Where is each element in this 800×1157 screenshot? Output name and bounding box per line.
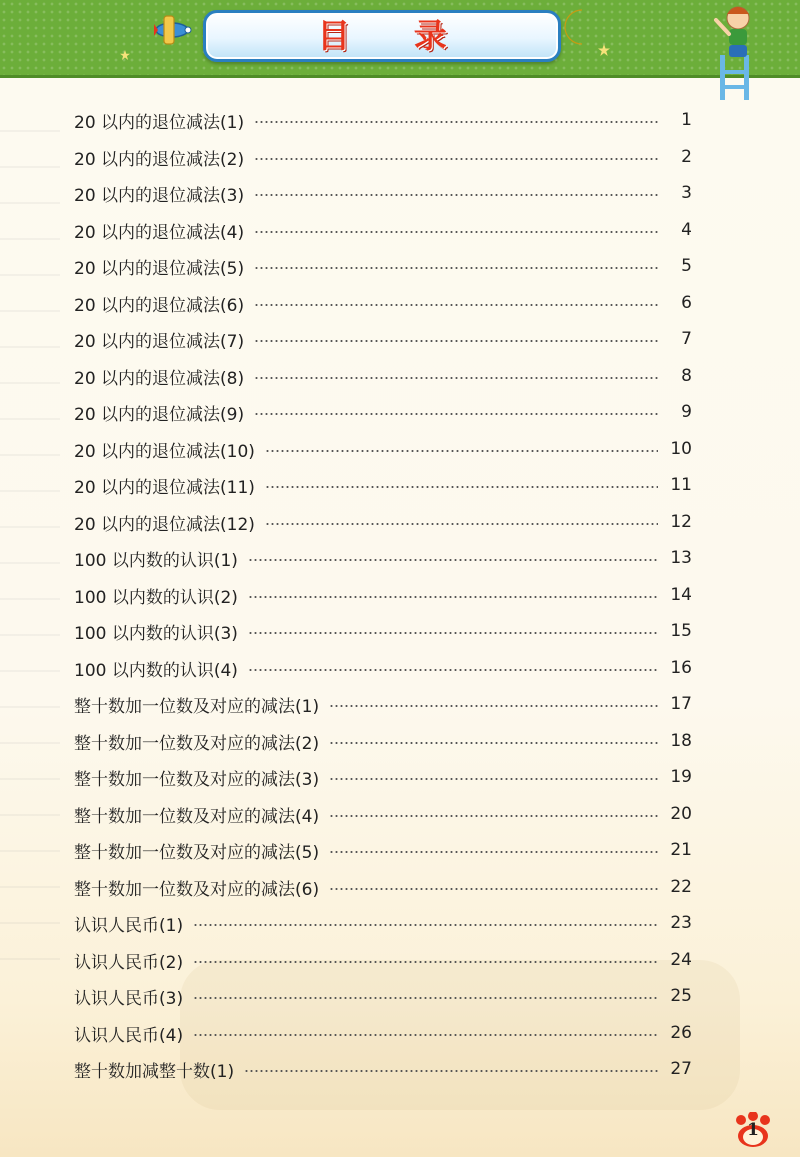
toc-entry-page-number: 6 bbox=[681, 293, 692, 313]
dot-leader bbox=[265, 523, 658, 525]
dot-leader bbox=[254, 158, 658, 160]
toc-entry[interactable] bbox=[74, 945, 692, 975]
toc-entry-page-number: 24 bbox=[670, 950, 692, 970]
toc-entry-title: 20 以内的退位减法(10) bbox=[74, 441, 255, 462]
dot-leader bbox=[265, 450, 658, 452]
page-number: 1 bbox=[747, 1120, 759, 1140]
toc-entry-title: 20 以内的退位减法(11) bbox=[74, 477, 255, 498]
dot-leader bbox=[193, 961, 658, 963]
toc-entry-title: 100 以内数的认识(1) bbox=[74, 550, 238, 571]
toc-entry-title: 整十数加一位数及对应的减法(3) bbox=[74, 769, 320, 790]
toc-entry-title: 整十数加一位数及对应的减法(2) bbox=[74, 733, 320, 754]
toc-entry-title: 20 以内的退位减法(6) bbox=[74, 295, 245, 316]
toc-entry-title: 20 以内的退位减法(12) bbox=[74, 514, 255, 535]
dot-leader bbox=[265, 486, 658, 488]
toc-entry-page-number: 10 bbox=[670, 439, 692, 459]
toc-entry[interactable] bbox=[74, 762, 692, 792]
dot-leader bbox=[193, 924, 658, 926]
toc-entry-page-number: 3 bbox=[681, 183, 692, 203]
toc-entry[interactable] bbox=[74, 507, 692, 537]
toc-entry-page-number: 23 bbox=[670, 913, 692, 933]
toc-entry-title: 20 以内的退位减法(9) bbox=[74, 404, 245, 425]
toc-entry[interactable] bbox=[74, 908, 692, 938]
toc-entry[interactable] bbox=[74, 872, 692, 902]
toc-entry-title: 整十数加一位数及对应的减法(4) bbox=[74, 806, 320, 827]
dot-leader bbox=[193, 997, 658, 999]
toc-entry-page-number: 27 bbox=[670, 1059, 692, 1079]
toc-entry[interactable] bbox=[74, 215, 692, 245]
toc-entry[interactable] bbox=[74, 653, 692, 683]
toc-entry[interactable] bbox=[74, 397, 692, 427]
toc-entry-page-number: 8 bbox=[681, 366, 692, 386]
toc-entry-title: 整十数加一位数及对应的减法(6) bbox=[74, 879, 320, 900]
toc-entry-title: 认识人民币(3) bbox=[74, 988, 184, 1009]
dot-leader bbox=[329, 778, 658, 780]
toc-entry-page-number: 7 bbox=[681, 329, 692, 349]
toc-entry-page-number: 19 bbox=[670, 767, 692, 787]
toc-entry-page-number: 18 bbox=[670, 731, 692, 751]
toc-entry[interactable] bbox=[74, 105, 692, 135]
toc-entry[interactable] bbox=[74, 726, 692, 756]
toc-entry-title: 100 以内数的认识(4) bbox=[74, 660, 238, 681]
toc-entry[interactable] bbox=[74, 142, 692, 172]
toc-entry-title: 认识人民币(1) bbox=[74, 915, 184, 936]
toc-entry[interactable] bbox=[74, 434, 692, 464]
toc-entry-page-number: 25 bbox=[670, 986, 692, 1006]
dot-leader bbox=[254, 340, 658, 342]
toc-entry[interactable] bbox=[74, 580, 692, 610]
dot-leader bbox=[248, 632, 658, 634]
page-number-badge bbox=[733, 1112, 773, 1148]
toc-entry-title: 20 以内的退位减法(8) bbox=[74, 368, 245, 389]
toc-entry-page-number: 9 bbox=[681, 402, 692, 422]
dot-leader bbox=[254, 304, 658, 306]
toc-entry-page-number: 16 bbox=[670, 658, 692, 678]
toc-entry[interactable] bbox=[74, 543, 692, 573]
dot-leader bbox=[329, 815, 658, 817]
page-title: 目 录 bbox=[317, 16, 473, 55]
toc-entry-page-number: 2 bbox=[681, 147, 692, 167]
toc-entry-title: 整十数加一位数及对应的减法(5) bbox=[74, 842, 320, 863]
dot-leader bbox=[254, 121, 658, 123]
toc-entry-title: 认识人民币(2) bbox=[74, 952, 184, 973]
toc-entry-page-number: 5 bbox=[681, 256, 692, 276]
dot-leader bbox=[193, 1034, 658, 1036]
toc-entry[interactable] bbox=[74, 835, 692, 865]
toc-entry-title: 认识人民币(4) bbox=[74, 1025, 184, 1046]
toc-entry[interactable] bbox=[74, 616, 692, 646]
toc-entry-page-number: 14 bbox=[670, 585, 692, 605]
dot-leader bbox=[248, 596, 658, 598]
toc-entry-page-number: 22 bbox=[670, 877, 692, 897]
toc-entry-page-number: 13 bbox=[670, 548, 692, 568]
toc-entry-title: 20 以内的退位减法(3) bbox=[74, 185, 245, 206]
toc-entry-title: 整十数加减整十数(1) bbox=[74, 1061, 235, 1082]
toc-entry[interactable] bbox=[74, 689, 692, 719]
dot-leader bbox=[254, 231, 658, 233]
dot-leader bbox=[244, 1070, 658, 1072]
dot-leader bbox=[254, 413, 658, 415]
dot-leader bbox=[329, 888, 658, 890]
toc-entry-title: 20 以内的退位减法(2) bbox=[74, 149, 245, 170]
toc-entry-title: 100 以内数的认识(2) bbox=[74, 587, 238, 608]
toc-entry-page-number: 12 bbox=[670, 512, 692, 532]
toc-entry-page-number: 1 bbox=[681, 110, 692, 130]
toc-entry-page-number: 15 bbox=[670, 621, 692, 641]
toc-entry[interactable] bbox=[74, 288, 692, 318]
toc-entry[interactable] bbox=[74, 1018, 692, 1048]
toc-entry-page-number: 26 bbox=[670, 1023, 692, 1043]
toc-entry-page-number: 20 bbox=[670, 804, 692, 824]
toc-entry-title: 整十数加一位数及对应的减法(1) bbox=[74, 696, 320, 717]
toc-entry-title: 20 以内的退位减法(4) bbox=[74, 222, 245, 243]
dot-leader bbox=[254, 267, 658, 269]
dot-leader bbox=[254, 194, 658, 196]
dot-leader bbox=[329, 705, 658, 707]
toc-entry-page-number: 17 bbox=[670, 694, 692, 714]
toc-entry-title: 20 以内的退位减法(7) bbox=[74, 331, 245, 352]
toc-entry[interactable] bbox=[74, 251, 692, 281]
toc-entry-title: 20 以内的退位减法(5) bbox=[74, 258, 245, 279]
toc-entry-title: 20 以内的退位减法(1) bbox=[74, 112, 245, 133]
toc-entry-page-number: 21 bbox=[670, 840, 692, 860]
toc-entry-title: 100 以内数的认识(3) bbox=[74, 623, 238, 644]
dot-leader bbox=[248, 669, 658, 671]
dot-leader bbox=[329, 742, 658, 744]
toc-entry[interactable] bbox=[74, 324, 692, 354]
dot-leader bbox=[254, 377, 658, 379]
toc-entry[interactable] bbox=[74, 178, 692, 208]
toc-entry[interactable] bbox=[74, 361, 692, 391]
toc-entry-page-number: 11 bbox=[670, 475, 692, 495]
dot-leader bbox=[329, 851, 658, 853]
toc-entry[interactable] bbox=[74, 799, 692, 829]
dot-leader bbox=[248, 559, 658, 561]
toc-entry[interactable] bbox=[74, 1054, 692, 1084]
toc-entry-page-number: 4 bbox=[681, 220, 692, 240]
toc-entry[interactable] bbox=[74, 470, 692, 500]
toc-entry[interactable] bbox=[74, 981, 692, 1011]
